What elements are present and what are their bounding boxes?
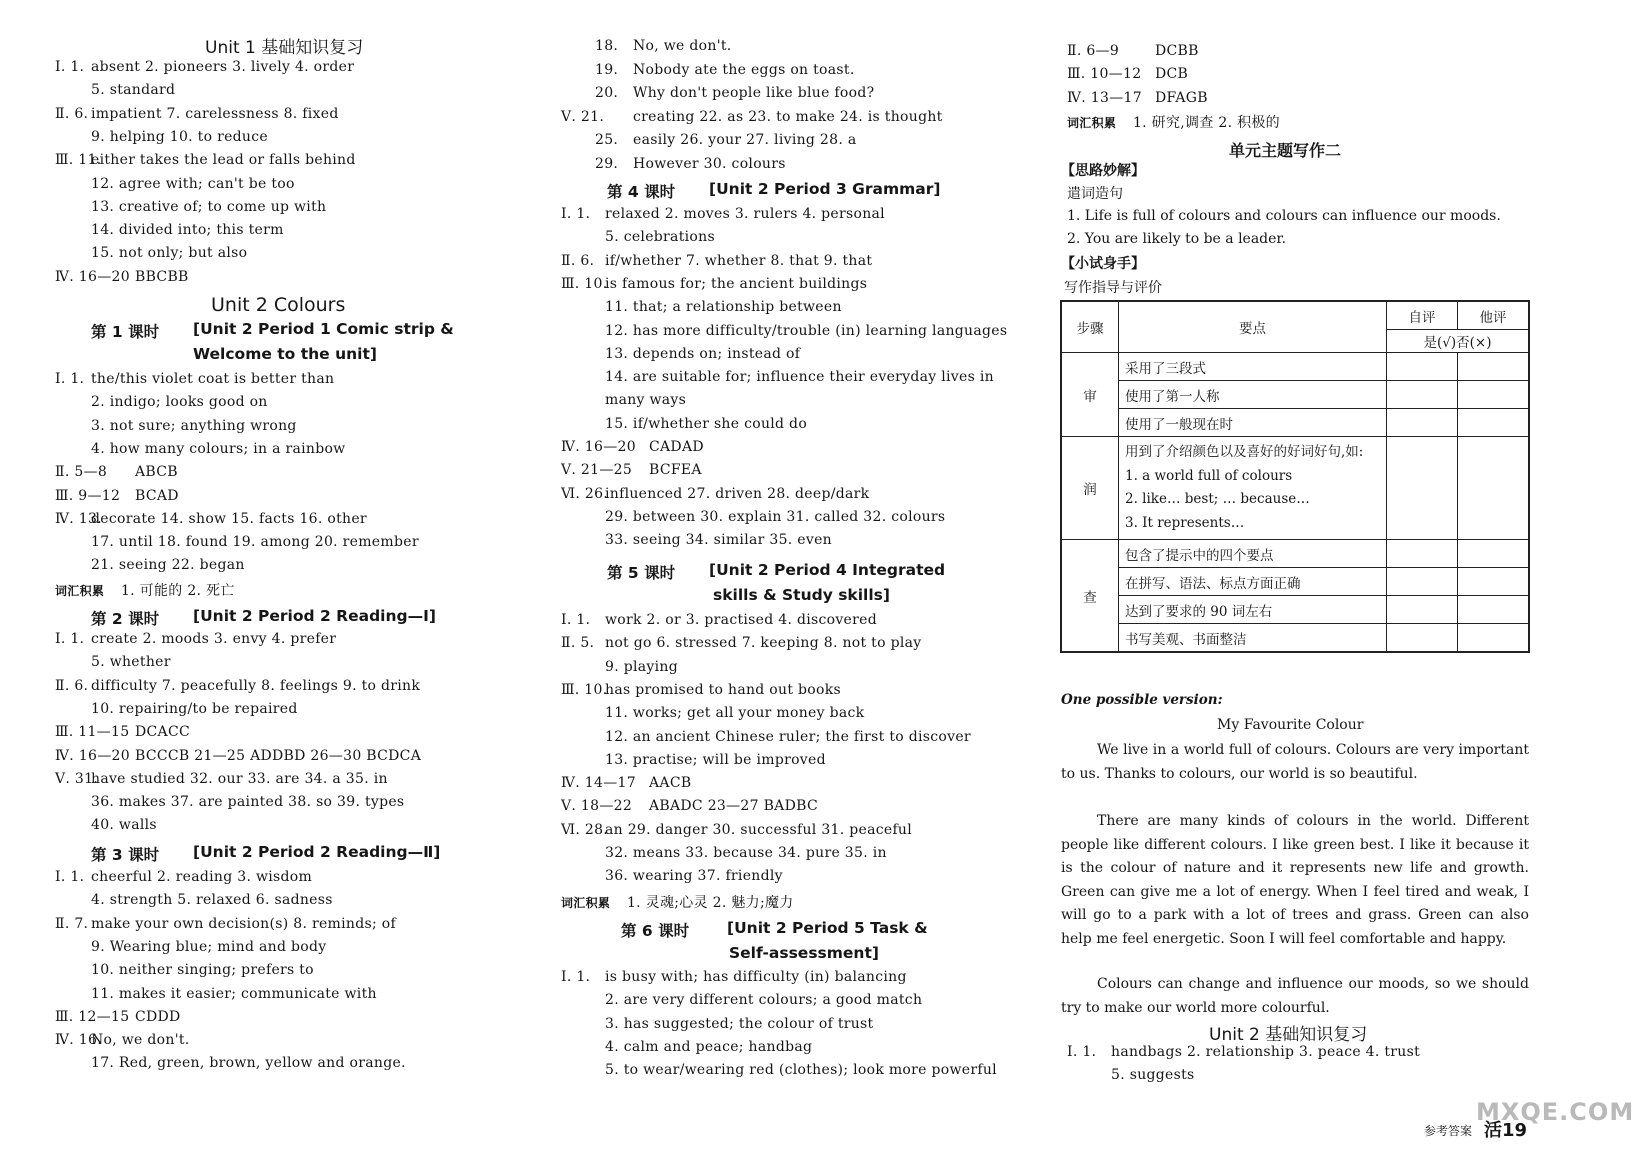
answer-text: 11. makes it easier; communicate with xyxy=(91,985,377,1002)
self-check-cell xyxy=(1387,540,1458,568)
ideas-tag: 【思路妙解】 xyxy=(1061,163,1145,179)
answer-text: 2. indigo; looks good on xyxy=(91,394,268,411)
guide-subtitle: 写作指导与评价 xyxy=(1064,280,1162,296)
answer-text: 9. Wearing blue; mind and body xyxy=(91,938,327,955)
answer-number: Ⅲ. 9—12 xyxy=(55,487,121,504)
vocab1-line xyxy=(55,582,235,600)
unit2-review-title: Unit 2 基础知识复习 xyxy=(1209,1025,1368,1045)
version-label: One possible version: xyxy=(1061,692,1223,708)
rubric-item: 达到了要求的 90 词左右 xyxy=(1119,596,1387,624)
answer-text: 14. divided into; this term xyxy=(91,222,284,239)
answer-text: easily 26. your 27. living 28. a xyxy=(633,132,857,148)
self-check-cell xyxy=(1387,624,1458,653)
answer-text: 5. to wear/wearing red (clothes); look more powerful xyxy=(605,1062,997,1079)
answer-text: 5. suggests xyxy=(1111,1067,1195,1084)
watermark-site: MXQE.COM xyxy=(1476,1098,1634,1126)
answer-text: DFAGB xyxy=(1155,89,1208,106)
vocab3-tag: 词汇积累 xyxy=(1067,116,1117,130)
answer-text: 21. seeing 22. began xyxy=(91,557,245,574)
answer-text: 3. has suggested; the colour of trust xyxy=(605,1015,874,1032)
answer-number: Ⅳ. 16—20 xyxy=(55,747,130,764)
lesson5-label: 第 5 课时 xyxy=(607,564,676,582)
lesson2-label: 第 2 课时 xyxy=(91,610,160,628)
rubric-item: 采用了三段式 xyxy=(1119,353,1387,381)
answer-number: Ⅲ. 10. xyxy=(561,275,608,292)
answer-text: 5. standard xyxy=(91,82,176,99)
answer-text: 29. between 30. explain 31. called 32. colours xyxy=(605,508,946,525)
answer-text: difficulty 7. peacefully 8. feelings 9. to drink xyxy=(91,677,421,694)
answer-number: Ⅲ. 10—12 xyxy=(1067,66,1142,83)
answer-text: ABADC 23—27 BADBC xyxy=(649,798,818,815)
essay-paragraph-2: There are many kinds of colours in the world. Different people like different colours. I like green best. I like it because it is the colour of nature and it represents new life and growth. Green can give me a lot of energy. When I feel tired and weak, I will go to a park with a lot of trees and grass. Green can also help me feel energetic. Soon I will feel comfortable and happy. xyxy=(1061,813,1529,947)
answer-text: 32. means 33. because 34. pure 35. in xyxy=(605,845,887,861)
answer-number: Ⅲ. 10. xyxy=(561,681,608,698)
answer-number: Ⅳ. 13—17 xyxy=(1067,89,1142,106)
vocab3-line xyxy=(1067,114,1280,132)
answer-number: Ⅰ. 1. xyxy=(561,206,591,222)
answer-text: 2. are very different colours; a good match xyxy=(605,992,923,1009)
answer-text: the/this violet coat is better than xyxy=(91,371,335,387)
polish-line: 3. It represents… xyxy=(1125,514,1245,531)
answer-number: Ⅵ. 26. xyxy=(561,485,609,502)
writing-rubric-table xyxy=(1060,300,1530,653)
self-check-cell xyxy=(1387,568,1458,596)
answer-number: 19. xyxy=(595,61,619,78)
answer-number: Ⅱ. 5—8 xyxy=(55,464,108,481)
answer-text: CADAD xyxy=(649,439,704,455)
answer-text: not go 6. stressed 7. keeping 8. not to play xyxy=(605,635,922,652)
rubric-item: 使用了第一人称 xyxy=(1119,381,1387,409)
answer-number: Ⅱ. 6. xyxy=(561,252,595,269)
essay-title: My Favourite Colour xyxy=(1217,717,1364,733)
answer-text: influenced 27. driven 28. deep/dark xyxy=(605,485,870,502)
unit1-review-title: Unit 1 基础知识复习 xyxy=(205,38,364,58)
answer-text: ABCB xyxy=(135,464,178,481)
ideas-subtitle: 遣词造句 xyxy=(1067,186,1123,202)
answer-number: Ⅰ. 1. xyxy=(55,59,85,75)
answer-number: Ⅴ. 21. xyxy=(561,108,605,125)
answer-text: 15. not only; but also xyxy=(91,245,248,262)
answer-text: BCAD xyxy=(135,487,179,504)
answer-text: 3. not sure; anything wrong xyxy=(91,417,297,434)
answer-text: 9. helping 10. to reduce xyxy=(91,128,268,145)
answer-number: Ⅳ. 16—20 xyxy=(561,439,636,455)
answer-number: 25. xyxy=(595,132,619,148)
vocab1-text: 1. 可能的 2. 死亡 xyxy=(120,583,235,599)
peer-check-cell xyxy=(1458,624,1530,653)
answer-text: 12. an ancient Chinese ruler; the first to discover xyxy=(605,728,971,745)
answer-text: is famous for; the ancient buildings xyxy=(605,275,868,292)
answer-text: BBCBB xyxy=(135,268,189,285)
self-check-cell xyxy=(1387,381,1458,409)
lesson4-title: [Unit 2 Period 3 Grammar] xyxy=(709,180,941,198)
lesson1-label: 第 1 课时 xyxy=(91,323,160,341)
answer-text: BCCCB 21—25 ADDBD 26—30 BCDCA xyxy=(135,747,422,764)
answer-text: 33. seeing 34. similar 35. even xyxy=(605,532,832,549)
rubric-header-self: 自评 xyxy=(1387,301,1458,330)
vocab1-tag: 词汇积累 xyxy=(55,584,105,598)
answer-number: 29. xyxy=(595,155,619,172)
answer-text: impatient 7. carelessness 8. fixed xyxy=(91,105,339,122)
answer-text: BCFEA xyxy=(649,462,702,479)
try-tag: 【小试身手】 xyxy=(1061,256,1145,272)
vocab2-tag: 词汇积累 xyxy=(561,896,611,910)
answer-number: Ⅱ. 5. xyxy=(561,635,595,652)
rubric-step-check: 查 xyxy=(1061,540,1119,653)
answer-number: Ⅰ. 1. xyxy=(561,612,591,628)
answer-number: 20. xyxy=(595,85,619,101)
peer-check-cell xyxy=(1458,437,1530,540)
peer-check-cell xyxy=(1458,353,1530,381)
answer-text: many ways xyxy=(605,392,687,409)
answer-text: make your own decision(s) 8. reminds; of xyxy=(91,915,396,932)
answer-text: However 30. colours xyxy=(633,155,786,172)
lesson5-title-b: skills & Study skills] xyxy=(713,586,890,604)
lesson5-title-a: [Unit 2 Period 4 Integrated xyxy=(709,561,946,579)
answer-text: No, we don't. xyxy=(91,1032,190,1049)
answer-text: 17. until 18. found 19. among 20. remember xyxy=(91,534,419,551)
self-check-cell xyxy=(1387,437,1458,540)
answer-number: Ⅳ. 13. xyxy=(55,510,102,527)
lesson4-label: 第 4 课时 xyxy=(607,183,676,201)
answer-text: 5. celebrations xyxy=(605,229,715,246)
answer-text: is busy with; has difficulty (in) balancing xyxy=(605,969,907,985)
rubric-header-peer: 他评 xyxy=(1458,301,1530,330)
answer-number: Ⅴ. 18—22 xyxy=(561,798,633,815)
answer-number: Ⅴ. 31. xyxy=(55,770,99,787)
peer-check-cell xyxy=(1458,568,1530,596)
answer-text: 5. whether xyxy=(91,654,171,671)
rubric-step-review: 审 xyxy=(1061,353,1119,437)
answer-text: 11. works; get all your money back xyxy=(605,705,865,722)
answer-number: Ⅰ. 1. xyxy=(1067,1044,1097,1060)
self-check-cell xyxy=(1387,353,1458,381)
essay-paragraph-3: Colours can change and influence our moods, so we should try to make our world more colourful. xyxy=(1061,976,1529,1016)
self-check-cell xyxy=(1387,409,1458,437)
answer-number: Ⅴ. 21—25 xyxy=(561,462,633,479)
answer-text: 4. strength 5. relaxed 6. sadness xyxy=(91,892,333,909)
lesson1-title-b: Welcome to the unit] xyxy=(193,345,377,363)
answer-number: Ⅲ. 11—15 xyxy=(55,724,130,741)
rubric-item: 包含了提示中的四个要点 xyxy=(1119,540,1387,568)
lesson6-label: 第 6 课时 xyxy=(621,922,690,940)
idea-sentence-1: 1. Life is full of colours and colours can influence our moods. xyxy=(1067,208,1501,224)
answer-text: handbags 2. relationship 3. peace 4. trust xyxy=(1111,1044,1421,1060)
polish-line: 2. like… best; … because… xyxy=(1125,491,1310,507)
answer-text: DCB xyxy=(1155,66,1189,83)
answer-text: DCACC xyxy=(135,724,190,741)
answer-text: work 2. or 3. practised 4. discovered xyxy=(605,612,877,628)
answer-text: No, we don't. xyxy=(633,38,732,54)
answer-text: 40. walls xyxy=(91,817,157,834)
answer-text: relaxed 2. moves 3. rulers 4. personal xyxy=(605,206,885,222)
lesson2-title: [Unit 2 Period 2 Reading—Ⅰ] xyxy=(193,607,436,625)
answer-text: 10. repairing/to be repaired xyxy=(91,700,298,717)
writing-title: 单元主题写作二 xyxy=(1229,141,1342,160)
rubric-item: 书写美观、书面整洁 xyxy=(1119,624,1387,653)
vocab2-text: 1. 灵魂;心灵 2. 魅力;魔力 xyxy=(626,895,794,911)
answer-number: Ⅳ. 14—17 xyxy=(561,775,636,792)
answer-number: Ⅱ. 6—9 xyxy=(1067,43,1120,59)
rubric-step-polish: 润 xyxy=(1061,437,1119,540)
answer-number: Ⅲ. 12—15 xyxy=(55,1008,130,1025)
answer-number: Ⅵ. 28. xyxy=(561,821,609,838)
answer-text: AACB xyxy=(649,775,692,792)
answer-text: 14. are suitable for; influence their everyday lives in xyxy=(605,369,994,386)
answer-text: 12. agree with; can't be too xyxy=(91,175,295,192)
answer-number: Ⅰ. 1. xyxy=(55,631,85,647)
rubric-header-points: 要点 xyxy=(1119,301,1387,353)
answer-number: Ⅳ. 16. xyxy=(55,1032,102,1049)
answer-number: Ⅱ. 6. xyxy=(55,677,89,694)
answer-text: either takes the lead or falls behind xyxy=(91,152,356,169)
answer-number: Ⅱ. 6. xyxy=(55,105,89,122)
answer-text: have studied 32. our 33. are 34. a 35. in xyxy=(91,770,388,787)
answer-text: create 2. moods 3. envy 4. prefer xyxy=(91,631,337,647)
answer-number: Ⅳ. 16—20 xyxy=(55,268,130,285)
answer-text: Why don't people like blue food? xyxy=(633,85,875,101)
essay-paragraph-1: We live in a world full of colours. Colours are very important to us. Thanks to colours, our world is so beautiful. xyxy=(1061,742,1529,782)
answer-text: 10. neither singing; prefers to xyxy=(91,962,314,979)
peer-check-cell xyxy=(1458,540,1530,568)
answer-text: 13. depends on; instead of xyxy=(605,345,801,362)
answer-text: DCBB xyxy=(1155,43,1199,59)
answer-text: an 29. danger 30. successful 31. peaceful xyxy=(605,821,913,838)
vocab3-text: 1. 研究,调查 2. 积极的 xyxy=(1132,115,1280,131)
unit2-title: Unit 2 Colours xyxy=(211,294,346,316)
rubric-header-yesno: 是(√)否(×) xyxy=(1387,330,1530,353)
rubric-item: 在拼写、语法、标点方面正确 xyxy=(1119,568,1387,596)
answer-number: 18. xyxy=(595,38,619,54)
answer-text: 4. how many colours; in a rainbow xyxy=(91,440,346,457)
answer-text: 12. has more difficulty/trouble (in) learning languages xyxy=(605,322,1008,339)
answer-number: Ⅰ. 1. xyxy=(55,869,85,885)
polish-line: 1. a world full of colours xyxy=(1125,467,1293,484)
answer-text: 36. wearing 37. friendly xyxy=(605,868,783,885)
answer-number: Ⅰ. 1. xyxy=(561,969,591,985)
rubric-item-polish xyxy=(1119,437,1387,540)
answer-number: Ⅲ. 11. xyxy=(55,152,102,169)
answer-text: creating 22. as 23. to make 24. is thought xyxy=(633,108,943,125)
answer-text: 9. playing xyxy=(605,658,678,675)
peer-check-cell xyxy=(1458,409,1530,437)
peer-check-cell xyxy=(1458,381,1530,409)
polish-line: 用到了介绍颜色以及喜好的好词好句,如: xyxy=(1125,444,1364,460)
answer-text: CDDD xyxy=(135,1008,181,1025)
answer-text: 13. creative of; to come up with xyxy=(91,198,327,215)
answer-text: 11. that; a relationship between xyxy=(605,299,842,316)
answer-text: cheerful 2. reading 3. wisdom xyxy=(91,869,313,885)
rubric-header-step: 步骤 xyxy=(1061,301,1119,353)
idea-sentence-2: 2. You are likely to be a leader. xyxy=(1067,231,1287,247)
footer-label: 参考答案 xyxy=(1424,1124,1473,1138)
answer-text: decorate 14. show 15. facts 16. other xyxy=(91,510,367,527)
rubric-item: 使用了一般现在时 xyxy=(1119,409,1387,437)
lesson6-title-a: [Unit 2 Period 5 Task & xyxy=(727,919,928,937)
answer-number: Ⅰ. 1. xyxy=(55,371,85,387)
answer-text: 36. makes 37. are painted 38. so 39. types xyxy=(91,794,405,811)
answer-text: has promised to hand out books xyxy=(605,681,842,698)
answer-text: 17. Red, green, brown, yellow and orange. xyxy=(91,1055,406,1072)
vocab2-line xyxy=(561,894,794,912)
lesson6-title-b: Self-assessment] xyxy=(729,944,879,962)
lesson3-label: 第 3 课时 xyxy=(91,846,160,864)
answer-text: 13. practise; will be improved xyxy=(605,751,826,768)
self-check-cell xyxy=(1387,596,1458,624)
answer-text: 4. calm and peace; handbag xyxy=(605,1038,813,1055)
lesson1-title-a: [Unit 2 Period 1 Comic strip & xyxy=(193,320,454,338)
answer-text: Nobody ate the eggs on toast. xyxy=(633,61,855,78)
answer-text: 15. if/whether she could do xyxy=(605,415,808,432)
answer-text: absent 2. pioneers 3. lively 4. order xyxy=(91,59,355,75)
answer-text: if/whether 7. whether 8. that 9. that xyxy=(605,252,873,269)
answer-number: Ⅱ. 7. xyxy=(55,915,89,932)
peer-check-cell xyxy=(1458,596,1530,624)
lesson3-title: [Unit 2 Period 2 Reading—Ⅱ] xyxy=(193,843,441,861)
page-number: 活19 xyxy=(1484,1120,1528,1141)
